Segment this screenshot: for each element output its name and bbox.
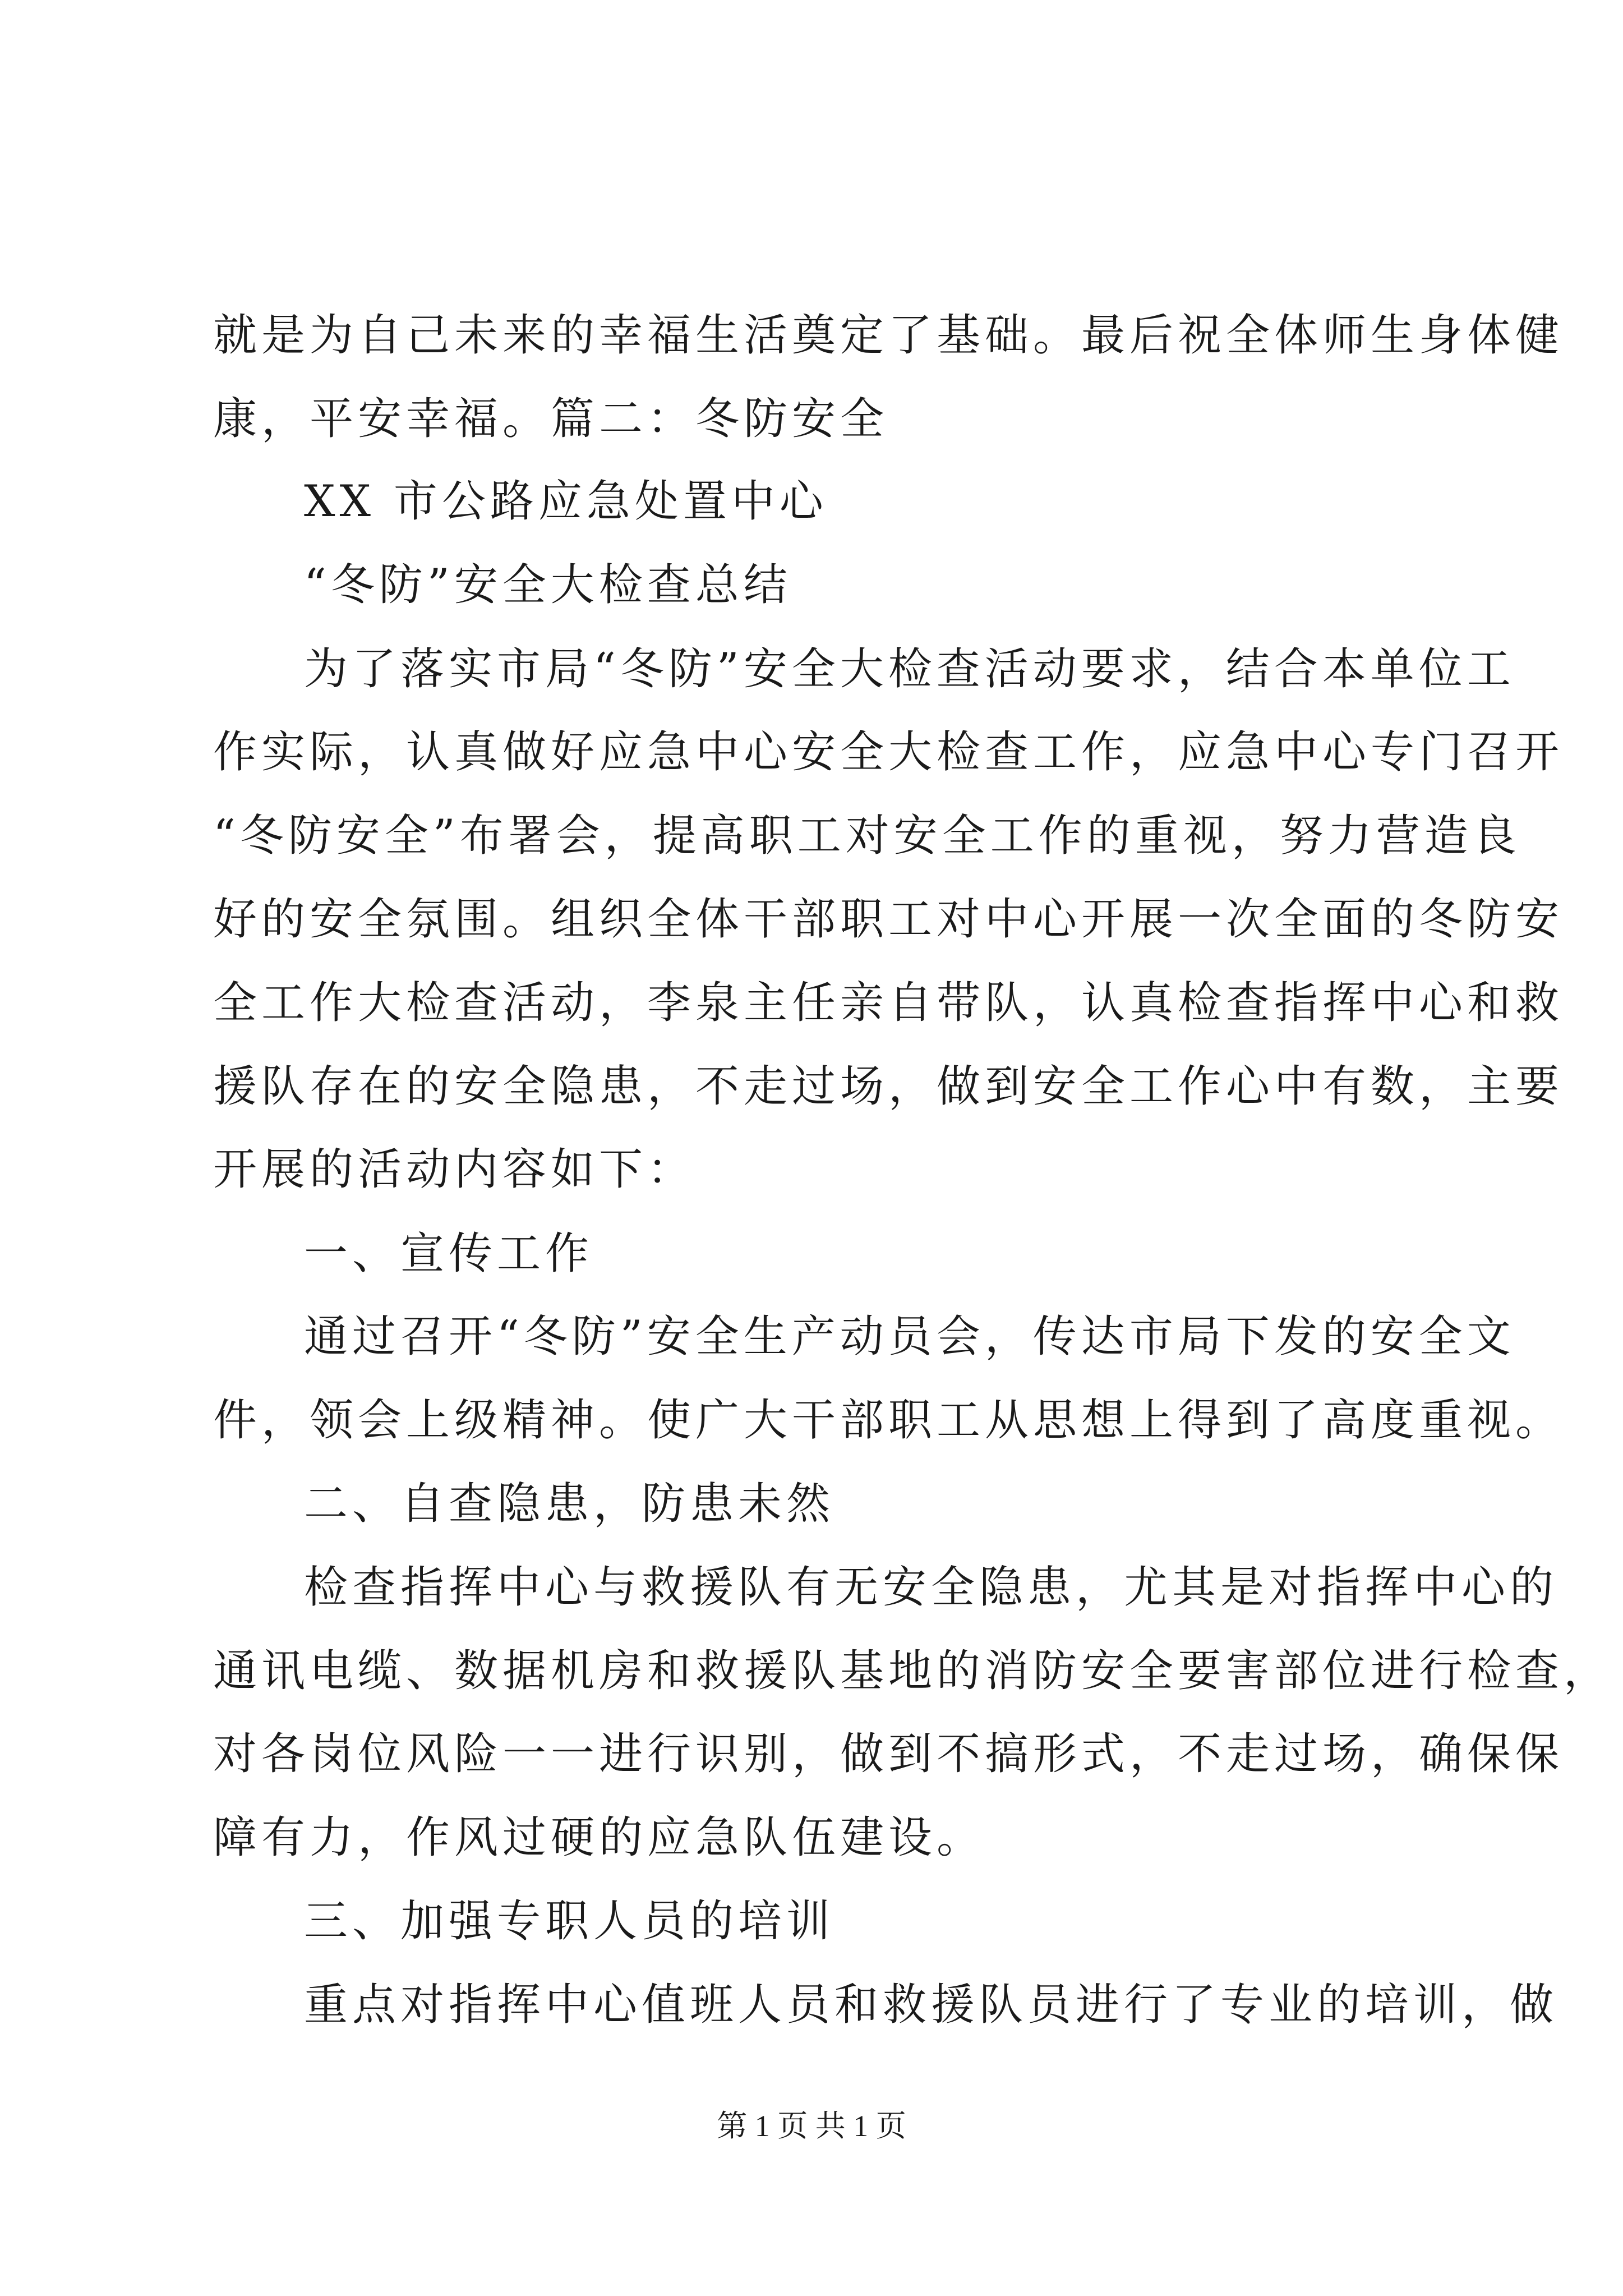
text-line: 开展的活动内容如下：: [213, 1144, 696, 1195]
text-line: 检查指挥中心与救援队有无安全隐患，尤其是对指挥中心的: [304, 1562, 1559, 1613]
text-line: 对各岗位风险一一进行识别，做到不搞形式，不走过场，确保保: [213, 1729, 1564, 1779]
text-line: 作实际，认真做好应急中心安全大检查工作，应急中心专门召开: [213, 727, 1564, 777]
text-line: 障有力，作风过硬的应急队伍建设。: [213, 1812, 985, 1863]
text-line: 件，领会上级精神。使广大干部职工从思想上得到了高度重视。: [213, 1395, 1564, 1446]
text-line: 二、自查隐患，防患未然: [304, 1479, 835, 1529]
text-line: 三、加强专职人员的培训: [304, 1896, 835, 1947]
page-number: 第 1 页 共 1 页: [717, 2109, 906, 2143]
text-line: 一、宣传工作: [304, 1228, 594, 1279]
text-line: 通讯电缆、数据机房和救援队基地的消防安全要害部位进行检查，: [213, 1646, 1612, 1696]
text-line: “冬防安全”布署会，提高职工对安全工作的重视，努力营造良: [213, 811, 1521, 861]
text-line: 康，平安幸福。篇二：冬防安全: [213, 394, 889, 444]
text-line: 好的安全氛围。组织全体干部职工对中心开展一次全面的冬防安: [213, 894, 1564, 945]
text-line: 就是为自己未来的幸福生活奠定了基础。最后祝全体师生身体健: [213, 310, 1564, 361]
text-line: 通过召开“冬防”安全生产动员会，传达市局下发的安全文: [304, 1312, 1515, 1362]
text-line: 为了落实市局“冬防”安全大检查活动要求，结合本单位工: [304, 644, 1515, 694]
text-line: 援队存在的安全隐患，不走过场，做到安全工作心中有数，主要: [213, 1061, 1564, 1112]
text-line: “冬防”安全大检查总结: [304, 560, 792, 610]
text-line: XX 市公路应急处置中心: [304, 476, 828, 527]
text-line: 重点对指挥中心值班人员和救援队员进行了专业的培训，做: [304, 1980, 1559, 2030]
text-line: 全工作大检查活动，李泉主任亲自带队，认真检查指挥中心和救: [213, 978, 1564, 1028]
